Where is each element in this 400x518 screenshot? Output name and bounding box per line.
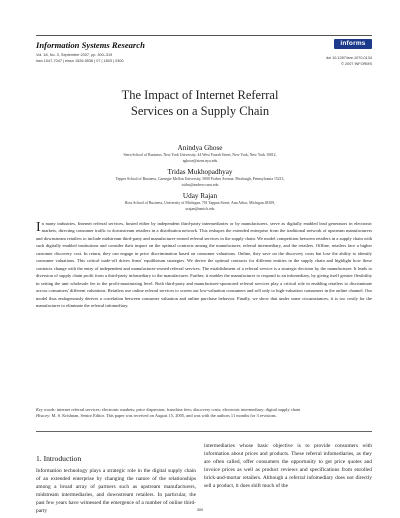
keywords-label: Key words bbox=[36, 407, 55, 412]
author-name: Tridas Mukhopadhyay bbox=[167, 168, 233, 176]
author-email: urajan@umich.edu bbox=[185, 206, 215, 211]
author-block bbox=[40, 168, 360, 189]
abstract-text: n many industries, Internet referral services, hosted either by independent third-party intermediaries or by manufacturers, serve as digitally enabled lead generators in electronic markets, directing consumer traffic to downstream retailers in a distribution network. This reshapes the extended enterprise from the traditional network of upstream manufacturers and downstream retailers to include midstream third-party and manufacturer-owned referral services in the supply chain. We model competition between retailers in a supply chain with such digitally enabled institutions and consider their impact on the optimal contracts among the manufacturer, referral intermediary, and the retailers. Offline, retailers face a higher customer discovery cost. In return, they can engage in price discrimination based on consumer valuations. Online, they save on the discovery costs but lose the ability to identify consumer valuations. This critical trade-off drives firms' equilibrium strategies. We derive the optimal contracts for different entities in the supply chain and highlight how these contracts change with the entry of independent and manufacturer-owned referral services. The establishment of a referral service is a strategic decision by the manufacturer. It leads to diversion of supply chain profit from a third-party infomediary to the manufacturer. Further, it enables the manufacturer to respond to an infomediary, by giving itself greater flexibility in setting the unit wholesale fee to the profit-maximizing level. Both third-party and manufacturer-sponsored referral services play a critical role in enabling retailers to discriminate across consumers' different valuations. Retailers use online referral services to screen out low-valuation consumers and sell only to high-valuation consumers in the online channel. Our model thus endogenously derives a correlation between consumer valuation and online purchase behavior. Finally, we show that under some circumstances, it is too costly for the manufacturer to eliminate the referral infomediary. bbox=[36, 221, 372, 308]
body-column-left: Information technology plays a strategic role in the digital supply chain of an extended enterprise by changing the nature of the relationships among a broad array of partners such as upstream manufacturers, midstream intermediaries, and downstream retailers. In particular, the past few years have witnessed the emergence of a number of online third-party bbox=[36, 468, 196, 515]
doi-line: doi 10.1287/isre.1070.0134 bbox=[325, 56, 372, 60]
header-rule bbox=[36, 35, 372, 36]
history bbox=[36, 413, 372, 419]
abstract bbox=[36, 220, 372, 309]
author-affiliation: Stern School of Business, New York University, 44 West Fourth Street, New York, New York 10012, bbox=[123, 153, 277, 157]
author-name: Uday Rajan bbox=[182, 192, 218, 200]
author-name: Anindya Ghose bbox=[177, 144, 223, 152]
journal-title: Information Systems Research bbox=[36, 40, 145, 50]
keywords-text: : internet referral services; electronic markets; price dispersion; franchise fees; discovery costs; electronic intermediary; digital supply chain bbox=[54, 407, 301, 412]
doi-meta bbox=[326, 55, 372, 67]
author-block bbox=[40, 144, 360, 165]
author-block bbox=[40, 192, 360, 213]
section-heading: 1. Introduction bbox=[36, 454, 82, 463]
copyright-line: © 2007 INFORMS bbox=[341, 62, 372, 67]
abstract-rule bbox=[36, 431, 372, 432]
title-line: Services on a Supply Chain bbox=[130, 103, 270, 118]
history-label: History bbox=[36, 413, 50, 419]
paper-title bbox=[60, 88, 340, 119]
body-column-right: intermediaries whose basic objective is to provide consumers with information about prices and products. These referral infomediaries, as they are often called, offer consumers the opportunity to get price quotes and invoice prices as well as product reviews and specifications from enrolled brick-and-mortar retailers. Although a referral infomediary does not directly sell a product, it does shift much of the bbox=[204, 443, 372, 490]
author-affiliation: Tepper School of Business, Carnegie Mellon University, 5000 Forbes Avenue, Pittsburgh, Pennsylvania 15213, bbox=[115, 177, 285, 181]
author-email: tridas@andrew.cmu.edu bbox=[181, 182, 219, 187]
author-email: aghose@stern.nyu.edu bbox=[182, 158, 218, 163]
issue-meta bbox=[36, 52, 124, 64]
page-number: 300 bbox=[196, 508, 204, 512]
publisher-logo: informs bbox=[334, 39, 372, 49]
volume-line: Vol. 18, No. 3, September 2007, pp. 300–319 bbox=[36, 53, 113, 57]
issn-line: issn 1047-7047 | eissn 1526-5536 | 07 | 1803 | 0300 bbox=[36, 59, 124, 64]
history-text: : M. S. Krishnan, Senior Editor. This paper was received on August 15, 2005, and was with the authors 11 months for 3 revisions. bbox=[49, 413, 277, 419]
abstract-dropcap: I bbox=[36, 220, 41, 235]
title-line: The Impact of Internet Referral bbox=[121, 88, 279, 102]
keywords-history bbox=[36, 407, 372, 420]
author-affiliation: Ross School of Business, University of Michigan, 701 Tappan Street, Ann Arbor, Michigan 48109, bbox=[124, 201, 276, 205]
